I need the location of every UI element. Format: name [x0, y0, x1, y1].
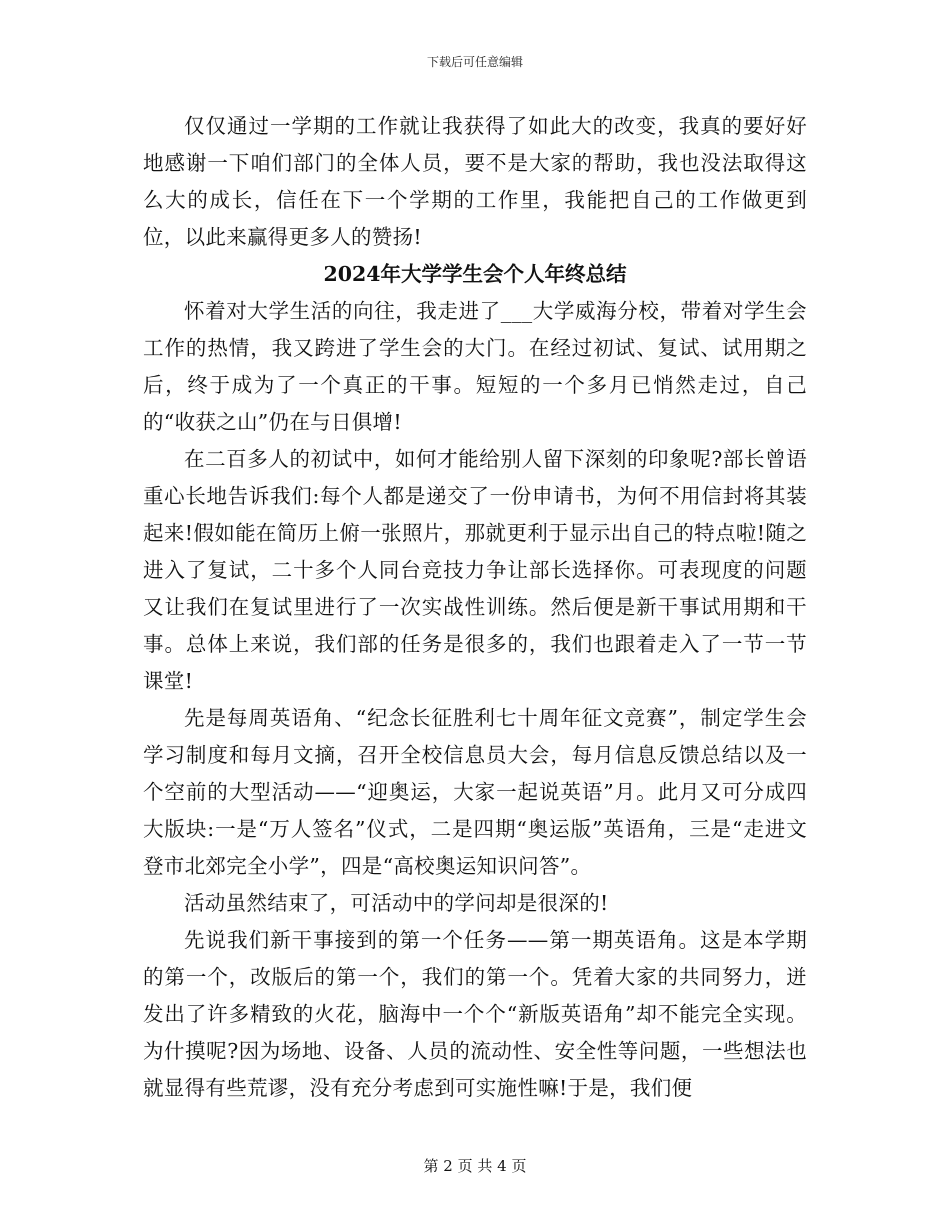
paragraph: 先说我们新干事接到的第一个任务——第一期英语角。这是本学期的第一个，改版后的第一个，我们的第一个。凭着大家的共同努力，迸发出了许多精致的火花，脑海中一个个“新版英语角”却不能完全实现。为什摸呢?因为场地、设备、人员的流动性、安全性等问题，一些想法也就显得有些荒谬，没有充分考虑到可实施性嘛!于是，我们便	[143, 928, 807, 1100]
page-number-footer: 第 2 页 共 4 页	[423, 1157, 527, 1175]
paragraph: 在二百多人的初试中，如何才能给别人留下深刻的印象呢?部长曾语重心长地告诉我们:每个人都是递交了一份申请书，为何不用信封将其装起来!假如能在简历上俯一张照片，那就更利于显示出自己的特点啦!随之进入了复试，二十多个人同台竞技力争让部长选择你。可表现度的问题又让我们在复试里进行了一次实战性训练。然后便是新干事试用期和干事。总体上来说，我们部的任务是很多的，我们也跟着走入了一节一节课堂!	[143, 447, 807, 693]
paragraph: 先是每周英语角、“纪念长征胜利七十周年征文竞赛”，制定学生会学习制度和每月文摘，召开全校信息员大会，每月信息反馈总结以及一个空前的大型活动——“迎奥运，大家一起说英语”月。此月又可分成四大版块:一是“万人签名”仪式，二是四期“奥运版”英语角，三是“走进文登市北郊完全小学”，四是“高校奥运知识问答”。	[143, 706, 807, 878]
section-title: 2024年大学学生会个人年终总结	[323, 262, 627, 286]
paragraph: 活动虽然结束了，可活动中的学问却是很深的!	[184, 891, 609, 915]
document-body	[143, 108, 807, 1107]
page-header: 下载后可任意编辑	[426, 55, 523, 69]
paragraph-closing-previous: 仅仅通过一学期的工作就让我获得了如此大的改变，我真的要好好地感谢一下咱们部门的全体人员，要不是大家的帮助，我也没法取得这么大的成长，信任在下一个学期的工作里，我能把自己的工作做更到位，以此来赢得更多人的赞扬!	[143, 114, 807, 249]
paragraph: 怀着对大学生活的向往，我走进了___大学威海分校，带着对学生会工作的热情，我又跨进了学生会的大门。在经过初试、复试、试用期之后，终于成为了一个真正的干事。短短的一个多月已悄然走过，自己的“收获之山”仍在与日俱增!	[143, 299, 807, 434]
